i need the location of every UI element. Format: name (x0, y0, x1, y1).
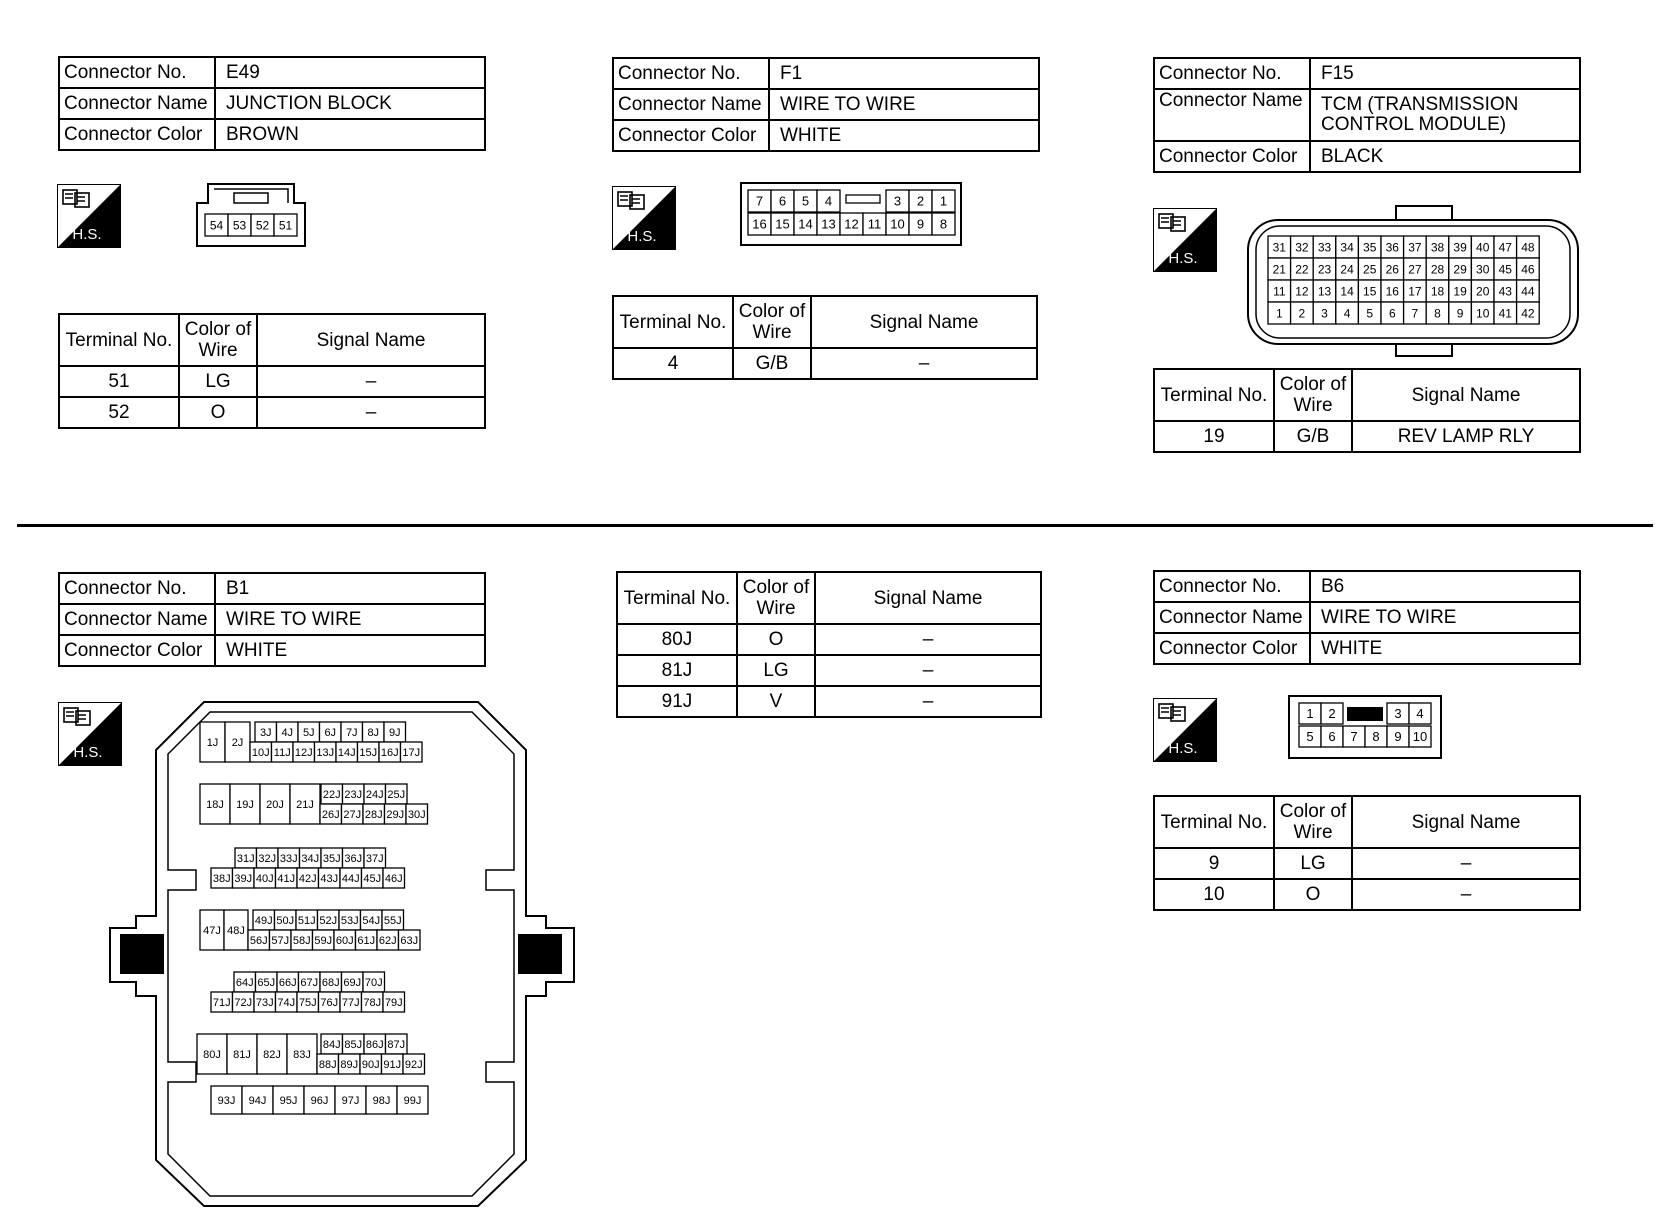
pin-label: 69J (343, 976, 362, 989)
connector-color-value: BROWN (215, 119, 485, 150)
pin-label: 12 (1295, 284, 1309, 299)
pin-label: 7J (345, 726, 358, 739)
pin-label: 39 (1453, 240, 1467, 255)
pin-label: 81J (233, 1048, 251, 1061)
pin-label: 27 (1408, 262, 1422, 277)
pin-label: 11 (867, 216, 882, 232)
pin-label: 1 (1275, 306, 1283, 321)
pin-label: 41 (1498, 306, 1512, 321)
pin-label: 43 (1498, 284, 1512, 299)
pin-label: 97J (341, 1094, 360, 1107)
connector-no-value: F15 (1310, 58, 1580, 89)
connector-no-label: Connector No. (613, 58, 769, 89)
connector-no-value: B6 (1310, 571, 1580, 602)
pin-label: 2J (231, 736, 244, 749)
pin-label: 87J (387, 1038, 406, 1051)
pin-label: 3 (1394, 706, 1402, 722)
key-block (1347, 707, 1383, 721)
wire-color-header: Color of Wire (1274, 369, 1352, 421)
hs-label: H.S. (627, 228, 657, 245)
table-row: 4 G/B – (613, 348, 1037, 379)
pin-label: 62J (378, 934, 397, 947)
pin-label: 25 (1363, 262, 1377, 277)
f15-terminal-table (1153, 368, 1581, 453)
signal-name-header: Signal Name (811, 296, 1037, 348)
table-row: 9 LG – (1154, 848, 1580, 879)
pin-label: 33J (279, 852, 298, 865)
pin-label: 94J (248, 1094, 267, 1107)
pin-label: 11 (1273, 284, 1286, 299)
pin-label: 19J (236, 798, 254, 811)
b6-connector-info (1153, 570, 1581, 665)
pin-label: 65J (257, 976, 276, 989)
pin-label: 13 (1317, 284, 1332, 299)
f1-connector-info (612, 57, 1040, 152)
signal-name-header: Signal Name (257, 314, 485, 366)
pin-label: 3 (1321, 306, 1328, 321)
table-row: 51 LG – (59, 366, 485, 397)
pin-label: 59J (314, 934, 333, 947)
pin-label: 26 (1385, 262, 1399, 277)
pin-label: 78J (363, 996, 382, 1009)
pin-label: 67J (300, 976, 319, 989)
connector-no-value: B1 (215, 573, 485, 604)
pin-label: 5 (801, 193, 810, 209)
pin-label: 3 (893, 193, 902, 209)
connector-color-label: Connector Color (59, 635, 215, 666)
connector-color-value: WHITE (215, 635, 485, 666)
pin-label: 39J (234, 872, 253, 885)
terminal-no-header: Terminal No. (59, 314, 179, 366)
signal-name-header: Signal Name (1352, 796, 1580, 848)
connector-no-label: Connector No. (1154, 58, 1310, 89)
pin-label: 4 (1343, 306, 1351, 321)
latch-right (518, 934, 562, 974)
connector-color-label: Connector Color (1154, 141, 1310, 172)
pin-label: 14 (1340, 284, 1354, 299)
signal-name-header: Signal Name (815, 572, 1041, 624)
connector-name-label: Connector Name (59, 604, 215, 635)
pin-label: 83J (293, 1048, 311, 1061)
pin-label: 42J (298, 872, 317, 885)
pin-label: 88J (318, 1058, 337, 1071)
connector-no-value: F1 (769, 58, 1039, 89)
e49-connector-info (58, 56, 486, 151)
pin-label: 68J (321, 976, 340, 989)
b6-connector-face (1288, 695, 1442, 759)
table-row: 81J LG – (617, 655, 1041, 686)
pin-label: 54 (209, 218, 224, 233)
pin-label: 12J (294, 746, 313, 759)
pin-label: 9 (1394, 729, 1402, 745)
connector-name-value: WIRE TO WIRE (769, 89, 1039, 120)
pin-label: 3J (259, 726, 272, 739)
pin-label: 43J (320, 872, 339, 885)
pin-label: 84J (322, 1038, 341, 1051)
pin-label: 47 (1498, 240, 1512, 255)
pin-label: 8J (367, 726, 380, 739)
connector-no-label: Connector No. (59, 57, 215, 88)
pin-label: 9 (916, 216, 925, 232)
harness-side-icon (57, 184, 121, 248)
pin-label: 19 (1453, 284, 1467, 299)
pin-label: 37J (365, 852, 384, 865)
pin-label: 2 (1298, 306, 1306, 321)
connector-no-label: Connector No. (59, 573, 215, 604)
connector-color-label: Connector Color (613, 120, 769, 151)
pin-label: 71J (212, 996, 231, 1009)
e49-connector-face (196, 183, 306, 247)
pin-label: 7 (1350, 729, 1358, 745)
pin-label: 24 (1340, 262, 1354, 277)
pin-label: 61J (357, 934, 376, 947)
pin-label: 86J (365, 1038, 384, 1051)
pin-label: 38 (1430, 240, 1445, 255)
pin-label: 8 (939, 216, 948, 232)
pin-label: 2 (1328, 706, 1336, 722)
pin-label: 5 (1366, 306, 1374, 321)
pin-label: 76J (320, 996, 339, 1009)
pin-label: 34J (301, 852, 320, 865)
harness-side-icon (1153, 208, 1217, 272)
pin-label: 7 (755, 193, 764, 209)
pin-label: 30J (407, 808, 426, 821)
b6-terminal-table (1153, 795, 1581, 911)
table-row: 91J V – (617, 686, 1041, 717)
pin-label: 90J (361, 1058, 380, 1071)
latch-left (120, 934, 164, 974)
connector-color-value: WHITE (769, 120, 1039, 151)
pin-label: 7 (1411, 306, 1419, 321)
pin-label: 41J (277, 872, 296, 885)
connector-name-value: WIRE TO WIRE (215, 604, 485, 635)
harness-side-icon (612, 186, 676, 250)
section-divider (17, 524, 1653, 527)
pin-label: 34 (1340, 240, 1354, 255)
pin-label: 33 (1317, 240, 1332, 255)
pin-label: 13J (316, 746, 335, 759)
pin-label: 74J (277, 996, 296, 1009)
pin-label: 10 (1412, 729, 1428, 745)
pin-label: 79J (384, 996, 403, 1009)
table-row: 80J O – (617, 624, 1041, 655)
pin-label: 17 (1408, 284, 1422, 299)
pin-label: 18 (1430, 284, 1445, 299)
pin-label: 6 (778, 193, 787, 209)
pin-label: 47J (203, 924, 221, 937)
pin-label: 15 (1363, 284, 1377, 299)
f15-connector-info (1153, 57, 1581, 173)
pin-label: 5J (302, 726, 315, 739)
connector-color-value: BLACK (1310, 141, 1580, 172)
signal-name-header: Signal Name (1352, 369, 1580, 421)
pin-label: 4 (1416, 706, 1424, 722)
pin-label: 28J (364, 808, 383, 821)
wire-color-header: Color of Wire (179, 314, 257, 366)
pin-label: 32 (1295, 240, 1309, 255)
pin-label: 37 (1408, 240, 1422, 255)
pin-label: 48J (227, 924, 245, 937)
pin-label: 22 (1295, 262, 1309, 277)
pin-label: 35J (322, 852, 341, 865)
f1-terminal-table (612, 295, 1038, 380)
pin-label: 31J (236, 852, 255, 865)
pin-label: 22J (322, 788, 341, 801)
pin-label: 36J (344, 852, 363, 865)
connector-name-value: WIRE TO WIRE (1310, 602, 1580, 633)
pin-label: 57J (271, 934, 290, 947)
pin-label: 55J (383, 914, 402, 927)
pin-label: 50J (276, 914, 295, 927)
pin-label: 15J (359, 746, 378, 759)
pin-label: 14J (337, 746, 356, 759)
pin-label: 45 (1498, 262, 1512, 277)
hs-label: H.S. (72, 226, 102, 243)
pin-label: 18J (206, 798, 224, 811)
pin-label: 11J (273, 746, 291, 759)
pin-label: 2 (916, 193, 925, 209)
wire-color-header: Color of Wire (1274, 796, 1352, 848)
pin-label: 72J (234, 996, 253, 1009)
pin-label: 8 (1372, 729, 1380, 745)
pin-label: 92J (404, 1058, 423, 1071)
pin-label: 36 (1385, 240, 1399, 255)
pin-label: 10 (890, 216, 905, 232)
pin-label: 27J (343, 808, 362, 821)
pin-label: 14 (798, 216, 813, 232)
pin-label: 15 (775, 216, 790, 232)
pin-label: 52J (319, 914, 338, 927)
terminal-no-header: Terminal No. (1154, 369, 1274, 421)
connector-name-value: JUNCTION BLOCK (215, 88, 485, 119)
pin-label: 10 (1476, 306, 1490, 321)
pin-label: 51 (278, 218, 293, 233)
connector-name-label: Connector Name (613, 89, 769, 120)
pin-label: 1 (1306, 706, 1314, 722)
pin-label: 9 (1456, 306, 1464, 321)
table-row: 10 O – (1154, 879, 1580, 910)
f1-connector-face (740, 182, 962, 246)
pin-label: 1J (206, 736, 219, 749)
pin-label: 6J (324, 726, 337, 739)
pin-label: 56J (249, 934, 268, 947)
pin-label: 4 (824, 193, 833, 209)
pin-label: 28 (1430, 262, 1445, 277)
pin-label: 44 (1521, 284, 1535, 299)
pin-label: 6 (1388, 306, 1396, 321)
connector-color-label: Connector Color (59, 119, 215, 150)
connector-no-label: Connector No. (1154, 571, 1310, 602)
pin-label: 29 (1453, 262, 1467, 277)
pin-label: 31 (1272, 240, 1286, 255)
pin-label: 58J (292, 934, 311, 947)
pin-label: 54J (362, 914, 381, 927)
pin-label: 38J (212, 872, 231, 885)
e49-terminal-table (58, 313, 486, 429)
pin-label: 95J (279, 1094, 298, 1107)
harness-side-icon (1153, 698, 1217, 762)
pin-label: 5 (1306, 729, 1314, 745)
pin-label: 48 (1521, 240, 1535, 255)
pin-label: 16J (380, 746, 399, 759)
pin-label: 46J (384, 872, 403, 885)
connector-name-value: TCM (TRANSMISSION CONTROL MODULE) (1310, 89, 1580, 141)
wire-color-header: Color of Wire (733, 296, 811, 348)
pin-label: 93J (217, 1094, 236, 1107)
pin-label: 64J (235, 976, 254, 989)
terminal-no-header: Terminal No. (617, 572, 737, 624)
pin-label: 70J (364, 976, 383, 989)
pin-label: 73J (255, 996, 274, 1009)
hs-label: H.S. (73, 744, 103, 761)
pin-label: 98J (372, 1094, 391, 1107)
pin-label: 53J (340, 914, 359, 927)
pin-label: 25J (387, 788, 406, 801)
hs-label: H.S. (1168, 740, 1198, 757)
pin-label: 44J (341, 872, 360, 885)
pin-label: 89J (340, 1058, 359, 1071)
pin-label: 17J (402, 746, 421, 759)
b1-connector-info (58, 572, 486, 667)
pin-label: 21J (296, 798, 314, 811)
connector-name-label: Connector Name (1154, 89, 1310, 141)
pin-label: 40 (1476, 240, 1490, 255)
pin-label: 13 (821, 216, 836, 232)
pin-label: 63J (400, 934, 419, 947)
connector-color-label: Connector Color (1154, 633, 1310, 664)
pin-label: 32J (258, 852, 277, 865)
pin-label: 10J (251, 746, 270, 759)
table-row: 52 O – (59, 397, 485, 428)
pin-label: 75J (298, 996, 317, 1009)
pin-label: 99J (403, 1094, 422, 1107)
pin-label: 46 (1521, 262, 1535, 277)
pin-label: 6 (1328, 729, 1336, 745)
pin-label: 23 (1317, 262, 1332, 277)
pin-label: 80J (203, 1048, 221, 1061)
key-slot (846, 195, 880, 203)
pin-label: 24J (365, 788, 384, 801)
pin-label: 60J (335, 934, 354, 947)
pin-label: 96J (310, 1094, 329, 1107)
pin-label: 30 (1476, 262, 1490, 277)
pin-label: 9J (388, 726, 401, 739)
pin-label: 45J (363, 872, 382, 885)
terminal-no-header: Terminal No. (613, 296, 733, 348)
pin-label: 1 (939, 193, 948, 209)
table-row: 19 G/B REV LAMP RLY (1154, 421, 1580, 452)
connector-no-value: E49 (215, 57, 485, 88)
pin-label: 16 (752, 216, 767, 232)
connector-name-label: Connector Name (59, 88, 215, 119)
pin-label: 23J (344, 788, 363, 801)
pin-label: 91J (383, 1058, 402, 1071)
pin-label: 40J (255, 872, 274, 885)
pin-label: 29J (386, 808, 405, 821)
pin-label: 82J (263, 1048, 281, 1061)
pin-label: 20J (266, 798, 284, 811)
b1-connector-face (108, 700, 578, 1210)
terminal-no-header: Terminal No. (1154, 796, 1274, 848)
pin-label: 52 (255, 218, 270, 233)
wire-color-header: Color of Wire (737, 572, 815, 624)
connector-name-label: Connector Name (1154, 602, 1310, 633)
pin-label: 42 (1521, 306, 1535, 321)
pin-label: 85J (344, 1038, 363, 1051)
connector-color-value: WHITE (1310, 633, 1580, 664)
pin-label: 21 (1272, 262, 1286, 277)
pin-label: 20 (1476, 284, 1490, 299)
b1-terminal-table (616, 571, 1042, 718)
pin-label: 49J (254, 914, 273, 927)
pin-label: 8 (1434, 306, 1441, 321)
pin-label: 51J (297, 914, 316, 927)
hs-label: H.S. (1168, 250, 1198, 267)
pin-label: 77J (341, 996, 360, 1009)
pin-label: 53 (232, 218, 247, 233)
pin-label: 66J (278, 976, 297, 989)
pin-label: 4J (281, 726, 294, 739)
pin-label: 16 (1385, 284, 1399, 299)
f15-connector-face (1246, 204, 1580, 360)
pin-label: 26J (321, 808, 340, 821)
pin-label: 12 (844, 216, 859, 232)
pin-label: 35 (1363, 240, 1377, 255)
